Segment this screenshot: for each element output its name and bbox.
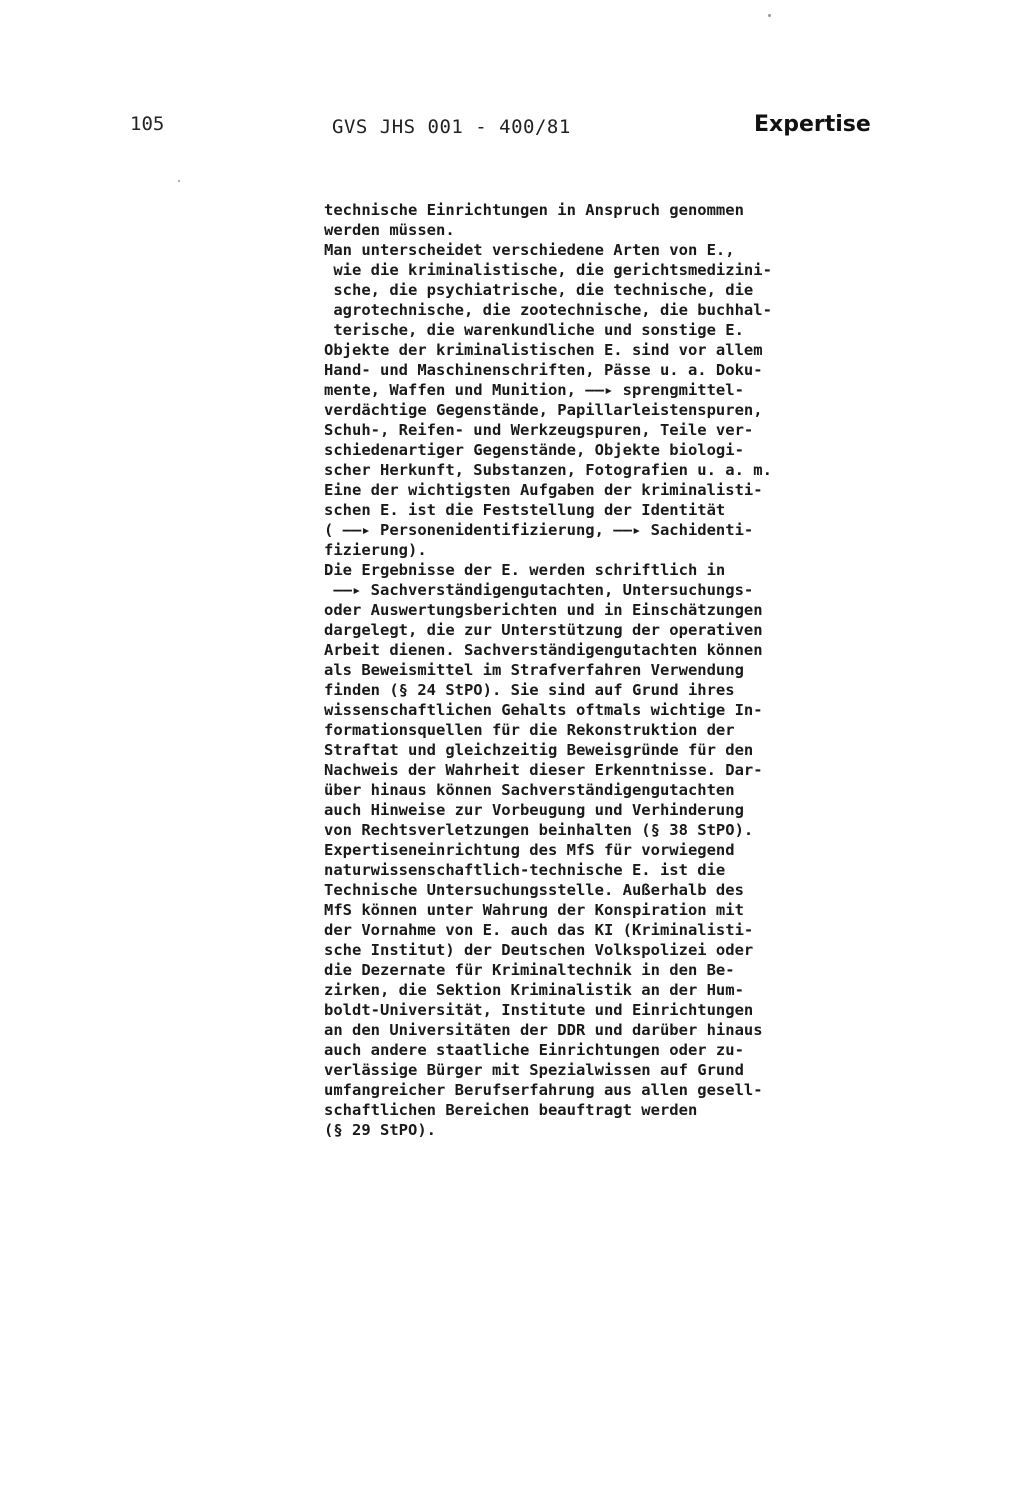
text-line: Technische Untersuchungsstelle. Außerhalb des xyxy=(324,881,744,899)
text-line: werden müssen. xyxy=(324,221,455,239)
text-line: Man unterscheidet verschiedene Arten von E., xyxy=(324,241,735,259)
text-line: wie die kriminalistische, die gerichtsmedizini- xyxy=(324,261,772,279)
text-line: Arbeit dienen. Sachverständigengutachten können xyxy=(324,641,763,659)
text-line: Expertiseneinrichtung des MfS für vorwiegend xyxy=(324,841,735,859)
text-line: Die Ergebnisse der E. werden schriftlich in xyxy=(324,561,726,579)
text-line: schaftlichen Bereichen beauftragt werden xyxy=(324,1101,698,1119)
text-line: über hinaus können Sachverständigengutachten xyxy=(324,781,735,799)
text-line: dargelegt, die zur Unterstützung der operativen xyxy=(324,621,763,639)
text-line: sche Institut) der Deutschen Volkspolizei oder xyxy=(324,941,754,959)
text-line: scher Herkunft, Substanzen, Fotografien u. a. m. xyxy=(324,461,772,479)
text-line: wissenschaftlichen Gehalts oftmals wichtige In- xyxy=(324,701,763,719)
text-line: schen E. ist die Feststellung der Identität xyxy=(324,501,726,519)
text-line: der Vornahme von E. auch das KI (Kriminalisti- xyxy=(324,921,754,939)
text-line: MfS können unter Wahrung der Konspiration mit xyxy=(324,901,744,919)
text-line: von Rechtsverletzungen beinhalten (§ 38 StPO). xyxy=(324,821,754,839)
text-line: Straftat und gleichzeitig Beweisgründe für den xyxy=(324,741,754,759)
text-line: naturwissenschaftlich-technische E. ist die xyxy=(324,861,726,879)
text-line: oder Auswertungsberichten und in Einschätzungen xyxy=(324,601,763,619)
text-line: ——▸ Sachverständigengutachten, Untersuchungs- xyxy=(324,581,754,599)
text-line: als Beweismittel im Strafverfahren Verwendung xyxy=(324,661,744,679)
entry-title: Expertise xyxy=(754,112,871,137)
text-line: terische, die warenkundliche und sonstige E. xyxy=(324,321,744,339)
entry-body xyxy=(324,200,944,1140)
text-line: verdächtige Gegenstände, Papillarleistenspuren, xyxy=(324,401,763,419)
text-line: boldt-Universität, Institute und Einrichtungen xyxy=(324,1001,754,1019)
text-line: sche, die psychiatrische, die technische, die xyxy=(324,281,754,299)
text-line: Nachweis der Wahrheit dieser Erkenntnisse. Dar- xyxy=(324,761,763,779)
text-line: mente, Waffen und Munition, ——▸ sprengmittel- xyxy=(324,381,744,399)
text-line: zirken, die Sektion Kriminalistik an der Hum- xyxy=(324,981,744,999)
text-line: agrotechnische, die zootechnische, die buchhal- xyxy=(324,301,772,319)
page-number: 105 xyxy=(130,113,165,135)
text-line: auch Hinweise zur Vorbeugung und Verhinderung xyxy=(324,801,744,819)
document-reference: GVS JHS 001 - 400/81 xyxy=(332,116,571,138)
text-line: (§ 29 StPO). xyxy=(324,1121,436,1139)
text-line: formationsquellen für die Rekonstruktion der xyxy=(324,721,735,739)
text-line: fizierung). xyxy=(324,541,427,559)
text-line: auch andere staatliche Einrichtungen oder zu- xyxy=(324,1041,744,1059)
text-line: Schuh-, Reifen- und Werkzeugspuren, Teile ver- xyxy=(324,421,754,439)
scan-speck xyxy=(768,14,771,17)
text-line: die Dezernate für Kriminaltechnik in den Be- xyxy=(324,961,735,979)
text-line: umfangreicher Berufserfahrung aus allen gesell- xyxy=(324,1081,763,1099)
text-line: technische Einrichtungen in Anspruch genommen xyxy=(324,201,744,219)
text-line: verlässige Bürger mit Spezialwissen auf Grund xyxy=(324,1061,744,1079)
text-line: Objekte der kriminalistischen E. sind vor allem xyxy=(324,341,763,359)
text-line: ( ——▸ Personenidentifizierung, ——▸ Sachidenti- xyxy=(324,521,754,539)
text-line: schiedenartiger Gegenstände, Objekte biologi- xyxy=(324,441,744,459)
text-line: finden (§ 24 StPO). Sie sind auf Grund ihres xyxy=(324,681,735,699)
scan-speck xyxy=(178,180,180,182)
text-line: Eine der wichtigsten Aufgaben der kriminalisti- xyxy=(324,481,763,499)
text-line: an den Universitäten der DDR und darüber hinaus xyxy=(324,1021,763,1039)
text-line: Hand- und Maschinenschriften, Pässe u. a. Doku- xyxy=(324,361,763,379)
